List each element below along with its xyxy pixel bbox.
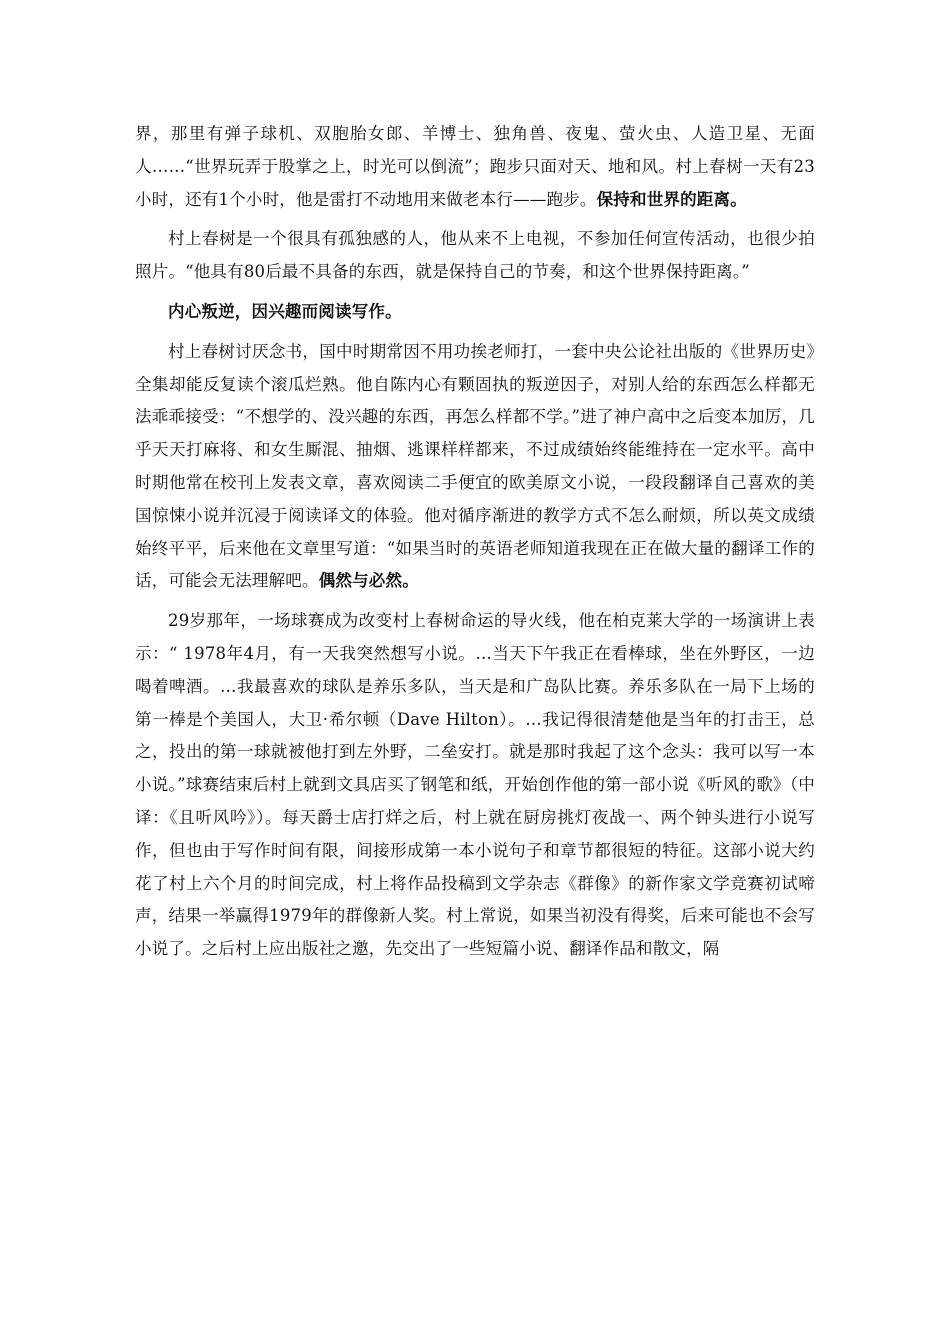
bold-phrase: 偶然与必然。 xyxy=(318,571,419,591)
document-body xyxy=(135,118,815,973)
heading-text: 内心叛逆，因兴趣而阅读写作。 xyxy=(168,301,402,321)
paragraph-text: 村上春树讨厌念书，国中时期常因不用功挨老师打，一套中央公论社出版的《世界历史》全集却能反复读个滚瓜烂熟。他自陈内心有颗固执的叛逆因子，对别人给的东西怎么样都无法乖乖接受：“不想学的、没兴趣的东西，再怎么样都不学。”进了神户高中之后变本加厉，几乎天天打麻将、和女生厮混、抽烟、逃课样样都来，不过成绩始终能维持在一定水平。高中时期他常在校刊上发表文章，喜欢阅读二手便宜的欧美原文小说，一段段翻译自己喜欢的美国惊悚小说并沉浸于阅读译文的体验。他对循序渐进的教学方式不怎么耐烦，所以英文成绩始终平平，后来他在文章里写道：“如果当时的英语老师知道我现在正在做大量的翻译工作的话，可能会无法理解吧。 xyxy=(135,341,815,591)
paragraph-school-years xyxy=(135,336,815,598)
paragraph-solitude xyxy=(135,223,815,289)
paragraph-text: 界，那里有弹子球机、双胞胎女郎、羊博士、独角兽、夜鬼、萤火虫、人造卫星、无面人……“世界玩弄于股掌之上，时光可以倒流”；跑步只面对天、地和风。村上春树一天有23小时，还有1个小时，他是雷打不动地用来做老本行——跑步。 xyxy=(135,124,815,209)
paragraph-text: 村上春树是一个很具有孤独感的人，他从来不上电视，不参加任何宣传活动，也很少拍照片。“他具有80后最不具备的东西，就是保持自己的节奏，和这个世界保持距离。” xyxy=(135,229,815,282)
paragraph-text: 29岁那年，一场球赛成为改变村上春树命运的导火线，他在柏克莱大学的一场演讲上表示：“ 1978年4月，有一天我突然想写小说。…当天下午我正在看棒球，坐在外野区，一边喝着啤酒。…我最喜欢的球队是养乐多队，当天是和广岛队比赛。养乐多队在一局下上场的第一棒是个美国人，大卫·希尔顿（Dave Hilton）。…我记得很清楚他是当年的打击王，总之，投出的第一球就被他打到左外野，二垒安打。就是那时我起了这个念头：我可以写一本小说。”球赛结束后村上就到文具店买了钢笔和纸，开始创作他的第一部小说《听风的歌》（中译：《且听风吟》）。每天爵士店打烊之后，村上就在厨房挑灯夜战一、两个钟头进行小说写作，但也由于写作时间有限，间接形成第一本小说句子和章节都很短的特征。这部小说大约花了村上六个月的时间完成，村上将作品投稿到文学杂志《群像》的新作家文学竞赛初试啼声，结果一举赢得1979年的群像新人奖。村上常说，如果当初没有得奖，后来可能也不会写小说了。之后村上应出版社之邀，先交出了一些短篇小说、翻译作品和散文，隔 xyxy=(135,611,815,959)
section-heading xyxy=(135,296,815,329)
paragraph-baseball-turning-point xyxy=(135,605,815,966)
bold-phrase: 保持和世界的距离。 xyxy=(596,189,747,209)
paragraph-running-intro xyxy=(135,118,815,216)
